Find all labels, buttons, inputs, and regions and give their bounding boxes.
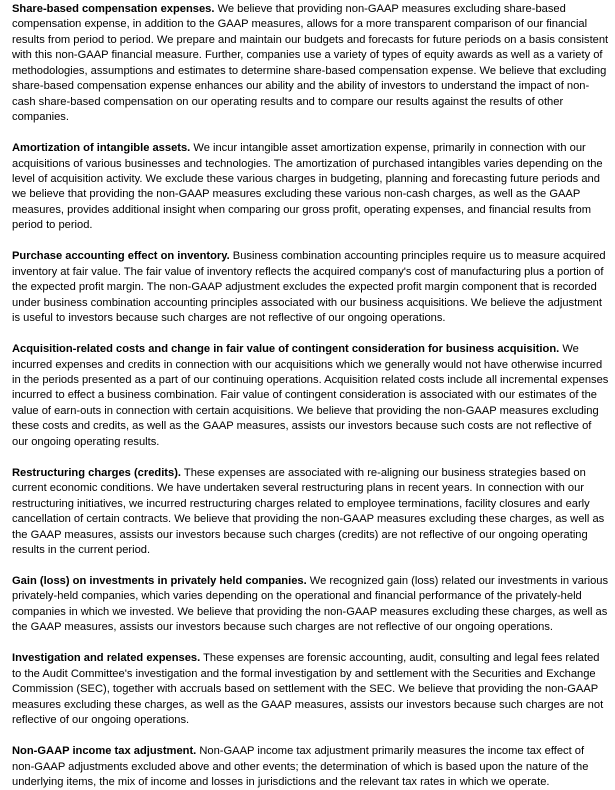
paragraph-heading: Purchase accounting effect on inventory. (12, 250, 230, 263)
paragraph-gain-loss-investments (12, 574, 609, 636)
paragraph-investigation-expenses (12, 651, 609, 728)
paragraph-text: These expenses are associated with re-aligning our business strategies based on current economic conditions. We have undertaken several restructuring plans in recent years. In connection with our restructuring initiatives, we incurred restructuring charges related to employee terminations, facility closures and early cancellation of certain contracts. We believe that providing the non-GAAP measures excluding these charges, as well as the GAAP measures, assists our investors because such charges (credits) are not reflective of our ongoing operating results in the current period. (12, 466, 605, 557)
paragraph-text: We incurred expenses and credits in connection with our acquisitions which we generally would not have otherwise incurred in the periods presented as a part of our continuing operations. Acquisition related costs include all incremental expenses incurred to effect a business combination. Fair value of contingent consideration is associated with our estimates of the value of earn-outs in connection with certain acquisitions. We believe that providing the non-GAAP measures excluding these costs and credits, as well as the GAAP measures, assists our investors because such costs are not reflective of our ongoing operating results. (12, 343, 609, 448)
paragraph-heading: Non-GAAP income tax adjustment. (12, 745, 197, 758)
paragraph-purchase-accounting (12, 249, 609, 326)
paragraph-text: We incur intangible asset amortization expense, primarily in connection with our acquisitions of various businesses and technologies. The amortization of purchased intangibles varies depending on the level of acquisition activity. We exclude these various charges in budgeting, planning and forecasting future periods and we believe that providing the non-GAAP measures excluding these various non-cash charges, as well as the GAAP measures, provides additional insight when comparing our gross profit, operating expenses, and financial results from period to period. (12, 142, 603, 232)
paragraph-acquisition-related-costs (12, 342, 609, 450)
paragraph-heading: Investigation and related expenses. (12, 652, 201, 665)
paragraph-heading: Restructuring charges (credits). (12, 466, 182, 479)
paragraph-restructuring-charges (12, 466, 609, 559)
paragraph-heading: Share-based compensation expenses. (12, 3, 215, 15)
paragraph-text: We believe that providing non-GAAP measures excluding share-based compensation expense, in addition to the GAAP measures, allows for a more transparent comparison of our financial results from period to period. We prepare and maintain our budgets and forecasts for future periods on a basis consistent with this non-GAAP financial measure. Further, companies use a variety of types of equity awards as well as a variety of methodologies, assumptions and estimates to determine share-based compensation expense. We believe that excluding share-based compensation expense enhances our ability and the ability of investors to understand the impact of non-cash share-based compensation on our operating results and to compare our results against the results of other companies. (12, 3, 609, 124)
paragraph-heading: Acquisition-related costs and change in fair value of contingent consideration for business acquisition. (12, 343, 560, 356)
paragraph-income-tax-adjustment (12, 744, 609, 790)
paragraph-heading: Gain (loss) on investments in privately held companies. (12, 575, 307, 587)
paragraph-text: These expenses are forensic accounting, audit, consulting and legal fees related to the Audit Committee's investigation and the formal investigation by and settlement with the Securities and Exchange Commission (SEC), together with accruals based on settlement with the SEC. We believe that providing the non-GAAP measures excluding these charges, as well as the GAAP measures, assists our investors because such charges are not reflective of our ongoing operations. (12, 652, 604, 727)
paragraph-text: We recognized gain (loss) related our investments in various privately-held companies, which varies depending on the operational and financial performance of the privately-held companies in which we invested. We believe that providing the non-GAAP measures excluding these charges, as well as the GAAP measures, assists our investors because such charges are not reflective of our ongoing operations. (12, 575, 609, 634)
paragraph-text: Business combination accounting principles require us to measure acquired inventory at fair value. The fair value of inventory reflects the acquired company's cost of manufacturing plus a portion of the expected profit margin. The non-GAAP adjustment excludes the expected profit margin component that is recorded under business combination accounting principles associated with our business acquisitions. We believe the adjustment is useful to investors because such charges are not reflective of our ongoing operations. (12, 250, 606, 325)
paragraph-heading: Amortization of intangible assets. (12, 142, 191, 155)
paragraph-amortization-intangibles (12, 141, 609, 234)
paragraph-share-based-compensation (12, 2, 609, 126)
paragraph-text: Non-GAAP income tax adjustment primarily measures the income tax effect of non-GAAP adjustments excluded above and other events; the determination of which is based upon the nature of the underlying items, the mix of income and losses in jurisdictions and the relevant tax rates in which we operate. (12, 745, 589, 788)
